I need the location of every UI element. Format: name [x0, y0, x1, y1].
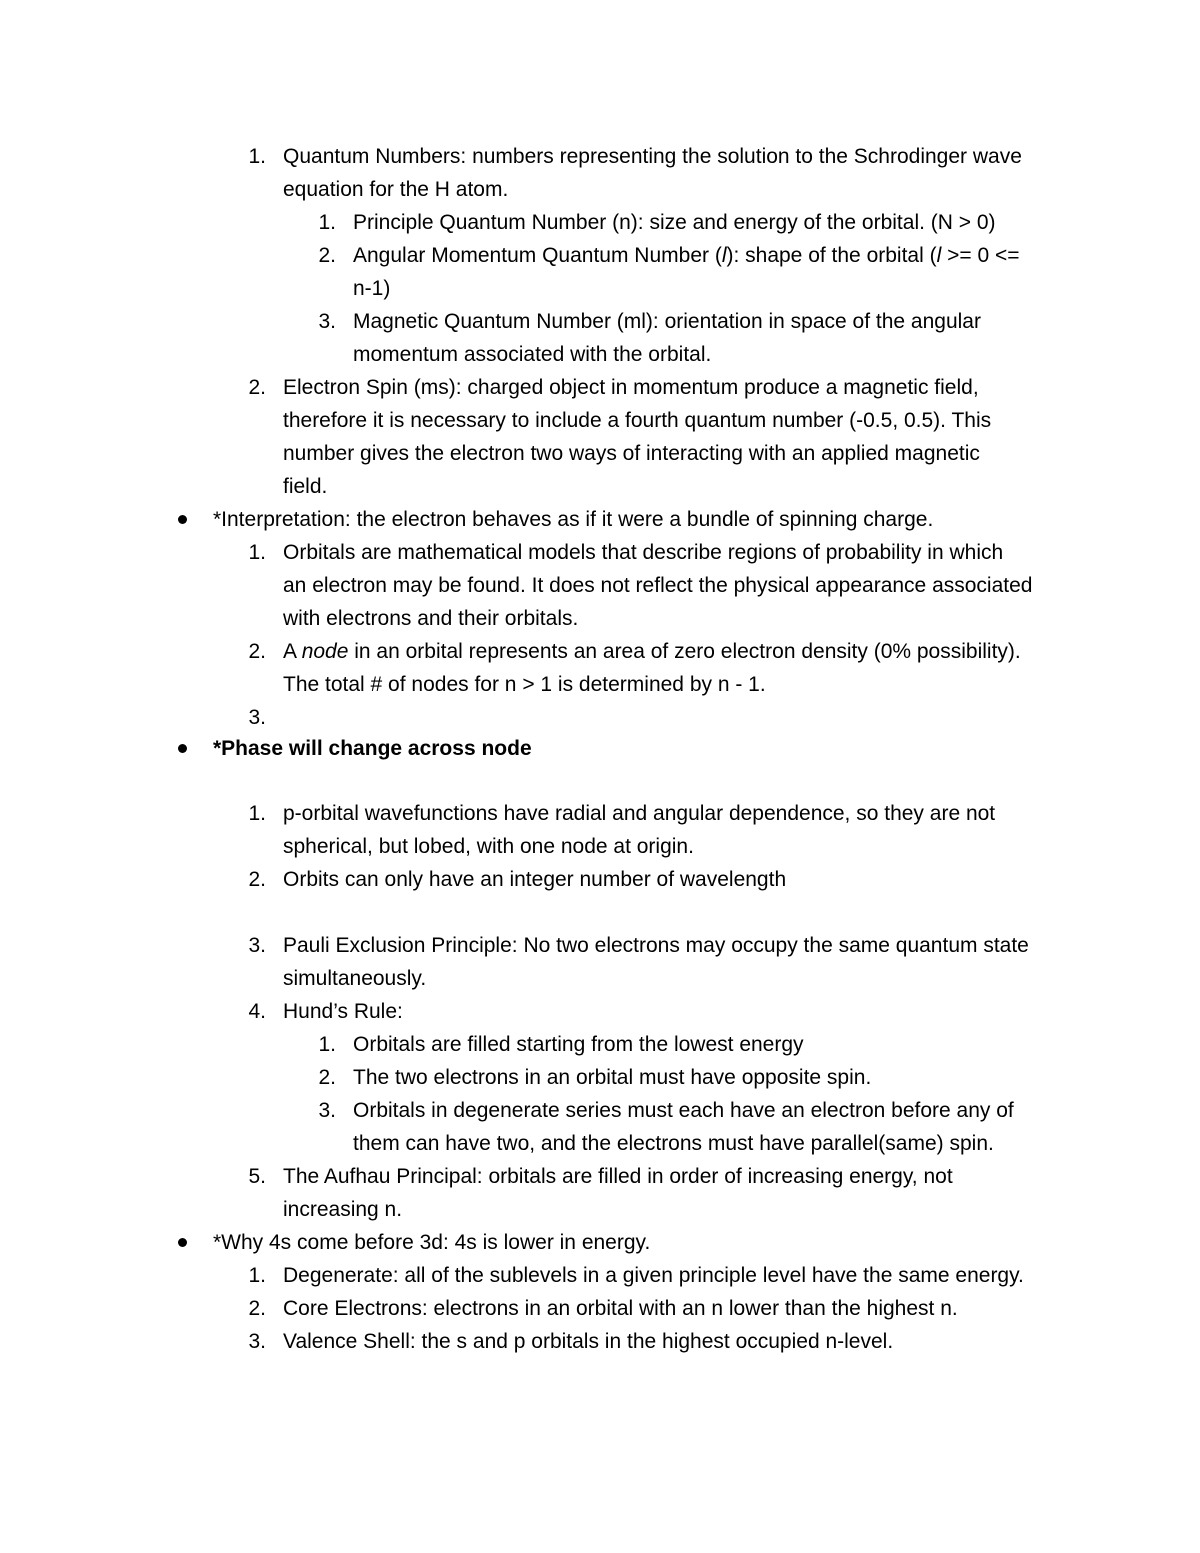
magnetic-quantum-line1: Magnetic Quantum Number (ml): orientation in space of the angular — [353, 310, 981, 333]
list-number: 1. — [248, 541, 266, 564]
list-number: 2. — [248, 376, 266, 399]
electron-spin-line3: number gives the electron two ways of interacting with an applied magnetic — [283, 442, 980, 465]
aufhau-line1: The Aufhau Principal: orbitals are filled in order of increasing energy, not — [283, 1165, 953, 1188]
pauli-line2: simultaneously. — [283, 967, 427, 990]
quantum-numbers-line1: Quantum Numbers: numbers representing the solution to the Schrodinger wave — [283, 145, 1022, 168]
why4s-heading: *Why 4s come before 3d: 4s is lower in energy. — [213, 1231, 651, 1254]
list-number: 3. — [318, 1099, 336, 1122]
node-line2: The total # of nodes for n > 1 is determined by n - 1. — [283, 673, 766, 696]
hund-sub-3-line1: Orbitals in degenerate series must each have an electron before any of — [353, 1099, 1014, 1122]
list-number: 2. — [318, 1066, 336, 1089]
magnetic-quantum-line2: momentum associated with the orbital. — [353, 343, 712, 366]
orbitals-models-line2: an electron may be found. It does not reflect the physical appearance associated — [283, 574, 1033, 597]
hund-sub-3-line2: them can have two, and the electrons must have parallel(same) spin. — [353, 1132, 994, 1155]
list-number: 2. — [248, 640, 266, 663]
list-number: 2. — [318, 244, 336, 267]
electron-spin-line4: field. — [283, 475, 328, 498]
interpretation-heading: *Interpretation: the electron behaves as if it were a bundle of spinning charge. — [213, 508, 934, 531]
list-number: 1. — [318, 211, 336, 234]
node-line1: A node in an orbital represents an area of zero electron density (0% possibility). — [283, 640, 1021, 663]
orbitals-models-line1: Orbitals are mathematical models that describe regions of probability in which — [283, 541, 1004, 564]
hunds-rule: Hund’s Rule: — [283, 1000, 403, 1023]
list-number: 4. — [248, 1000, 266, 1023]
orbitals-models-line3: with electrons and their orbitals. — [283, 607, 579, 630]
angular-momentum-line2: n-1) — [353, 277, 391, 300]
aufhau-line2: increasing n. — [283, 1198, 403, 1221]
list-number: 5. — [248, 1165, 266, 1188]
core-electrons: Core Electrons: electrons in an orbital with an n lower than the highest n. — [283, 1297, 958, 1320]
degenerate: Degenerate: all of the sublevels in a given principle level have the same energy. — [283, 1264, 1024, 1287]
bullet-icon — [178, 744, 187, 753]
p-orbital-line2: spherical, but lobed, with one node at origin. — [283, 835, 694, 858]
bullet-icon — [178, 515, 187, 524]
list-number: 1. — [248, 145, 266, 168]
list-number: 3. — [248, 706, 266, 729]
valence-shell: Valence Shell: the s and p orbitals in the highest occupied n-level. — [283, 1330, 894, 1353]
pauli-line1: Pauli Exclusion Principle: No two electrons may occupy the same quantum state — [283, 934, 1029, 957]
p-orbital-line1: p-orbital wavefunctions have radial and angular dependence, so they are not — [283, 802, 996, 825]
electron-spin-line2: therefore it is necessary to include a fourth quantum number (-0.5, 0.5). This — [283, 409, 992, 432]
hund-sub-1: Orbitals are filled starting from the lowest energy — [353, 1033, 804, 1056]
list-number: 3. — [248, 1330, 266, 1353]
electron-spin-line1: Electron Spin (ms): charged object in momentum produce a magnetic field, — [283, 376, 979, 399]
list-number: 1. — [248, 802, 266, 825]
orbits-integer: Orbits can only have an integer number of wavelength — [283, 868, 787, 891]
list-number: 1. — [318, 1033, 336, 1056]
bullet-icon — [178, 1238, 187, 1247]
principle-quantum-number: Principle Quantum Number (n): size and energy of the orbital. (N > 0) — [353, 211, 996, 234]
hund-sub-2: The two electrons in an orbital must have opposite spin. — [353, 1066, 872, 1089]
list-number: 2. — [248, 868, 266, 891]
list-number: 3. — [248, 934, 266, 957]
list-number: 2. — [248, 1297, 266, 1320]
phase-heading: *Phase will change across node — [213, 737, 532, 760]
angular-momentum-line1: Angular Momentum Quantum Number (l): shape of the orbital (l >= 0 <= — [353, 244, 1020, 267]
list-number: 3. — [318, 310, 336, 333]
list-number: 1. — [248, 1264, 266, 1287]
quantum-numbers-line2: equation for the H atom. — [283, 178, 509, 201]
